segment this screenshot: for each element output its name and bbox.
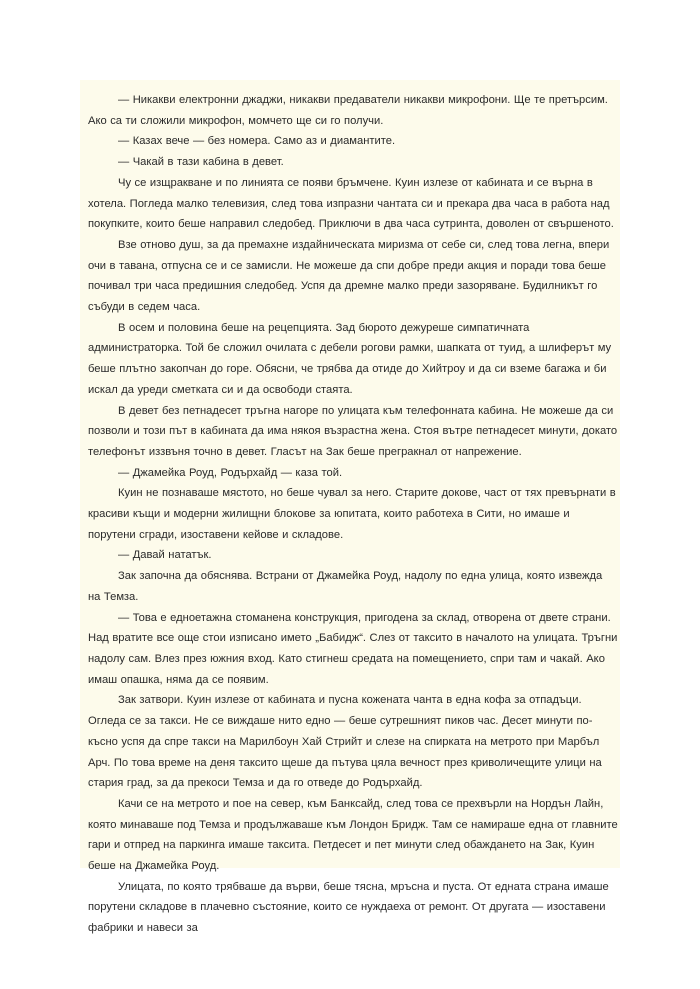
paragraph: Качи се на метрото и пое на север, към Банксайд, след това се прехвърли на Нордън Лайн, която минаваше под Темза и продължаваше към Лондон Бридж. Там се намираше една от главните гари и отпред на паркинга имаше таксита. Петдесет и пет минути след обаждането на Зак, Куин беше на Джамейка Роуд.	[88, 797, 618, 873]
paragraph: Улицата, по която трябваше да върви, беше тясна, мръсна и пуста. От едната страна имаше порутени складове в плачевно състояние, които се нуждаеха от ремонт. От другата — изоставени фабрики и навеси за	[88, 880, 609, 935]
paragraph: Зак започна да обяснява. Встрани от Джамейка Роуд, надолу по една улица, която извежда на Темза.	[88, 570, 603, 603]
paragraph: — Джамейка Роуд, Родърхайд — каза той.	[118, 466, 343, 479]
paragraph: — Казах вече — без номера. Само аз и диамантите.	[118, 135, 396, 148]
paragraph: В осем и половина беше на рецепцията. Зад бюрото дежуреше симпатичната администраторка. Той бе сложил очилата с дебели рогови рамки, шапката от туид, а шлиферът му беше плътно закопчан до горе. Обясни, че трябва да отиде до Хийтроу и да си вземе багажа и би искал да уреди сметката си и да освободи стаята.	[88, 321, 612, 396]
paragraph: — Никакви електронни джаджи, никакви предаватели никакви микрофони. Ще те претърсим. Ако са ти сложили микрофон, момчето ще си го получи.	[88, 94, 608, 127]
paragraph: В девет без петнадесет тръгна нагоре по улицата към телефонната кабина. Не можеше да си позволи и този път в кабината да има някоя възрастна жена. Стоя вътре петнадесет минути, докато телефонът иззвъня точно в девет. Гласът на Зак беше прегракнал от напрежение.	[88, 404, 618, 458]
paragraph: Чу се изщракване и по линията се появи бръмчене. Куин излезе от кабината и се върна в хотела. Погледа малко телевизия, след това изпразни чантата си и прекара два часа в работа над покупките, които беше направил следобед. Приключи в два часа сутринта, доволен от свършеното.	[88, 176, 614, 231]
paragraph: — Давай нататък.	[118, 549, 212, 562]
paragraph: Зак затвори. Куин излезе от кабината и пусна кожената чанта в една кофа за отпадъци. Огледа се за такси. Не се виждаше нито едно — беше сутрешният пиков час. Десет минути по-късно успя да спре такси на Марилбоун Хай Стрийт и слезе на спирката на метрото при Марбъл Арч. По това време на деня таксито щеше да пътува цяла вечност през криволичещите улици на стария град, за да прекоси Темза и да го отведе до Родърхайд.	[88, 694, 602, 790]
paragraph: Взе отново душ, за да премахне издайническата миризма от себе си, след това легна, впери очи в тавана, отпусна се и се замисли. Не можеше да спи добре преди акция и поради това беше почивал три часа предишния следобед. Успя да дремне малко преди зазоряване. Будилникът го събуди в седем часа.	[88, 238, 610, 314]
text-block	[80, 80, 620, 935]
paragraph: — Това е едноетажна стоманена конструкция, пригодена за склад, отворена от двете страни. Над вратите все още стои изписано името „Бабидж“. Слез от таксито в началото на улицата. Тръгни надолу сам. Влез през южния вход. Като стигнеш средата на помещението, спри там и чакай. Ако имаш опашка, няма да се появим.	[88, 611, 618, 686]
paragraph: Куин не познаваше мястото, но беше чувал за него. Старите докове, част от тях превърнати в красиви къщи и модерни жилищни блокове за юпитата, които работеха в Сити, но имаше и порутени сгради, изоставени кейове и складове.	[88, 487, 616, 541]
paragraph: — Чакай в тази кабина в девет.	[118, 156, 284, 169]
